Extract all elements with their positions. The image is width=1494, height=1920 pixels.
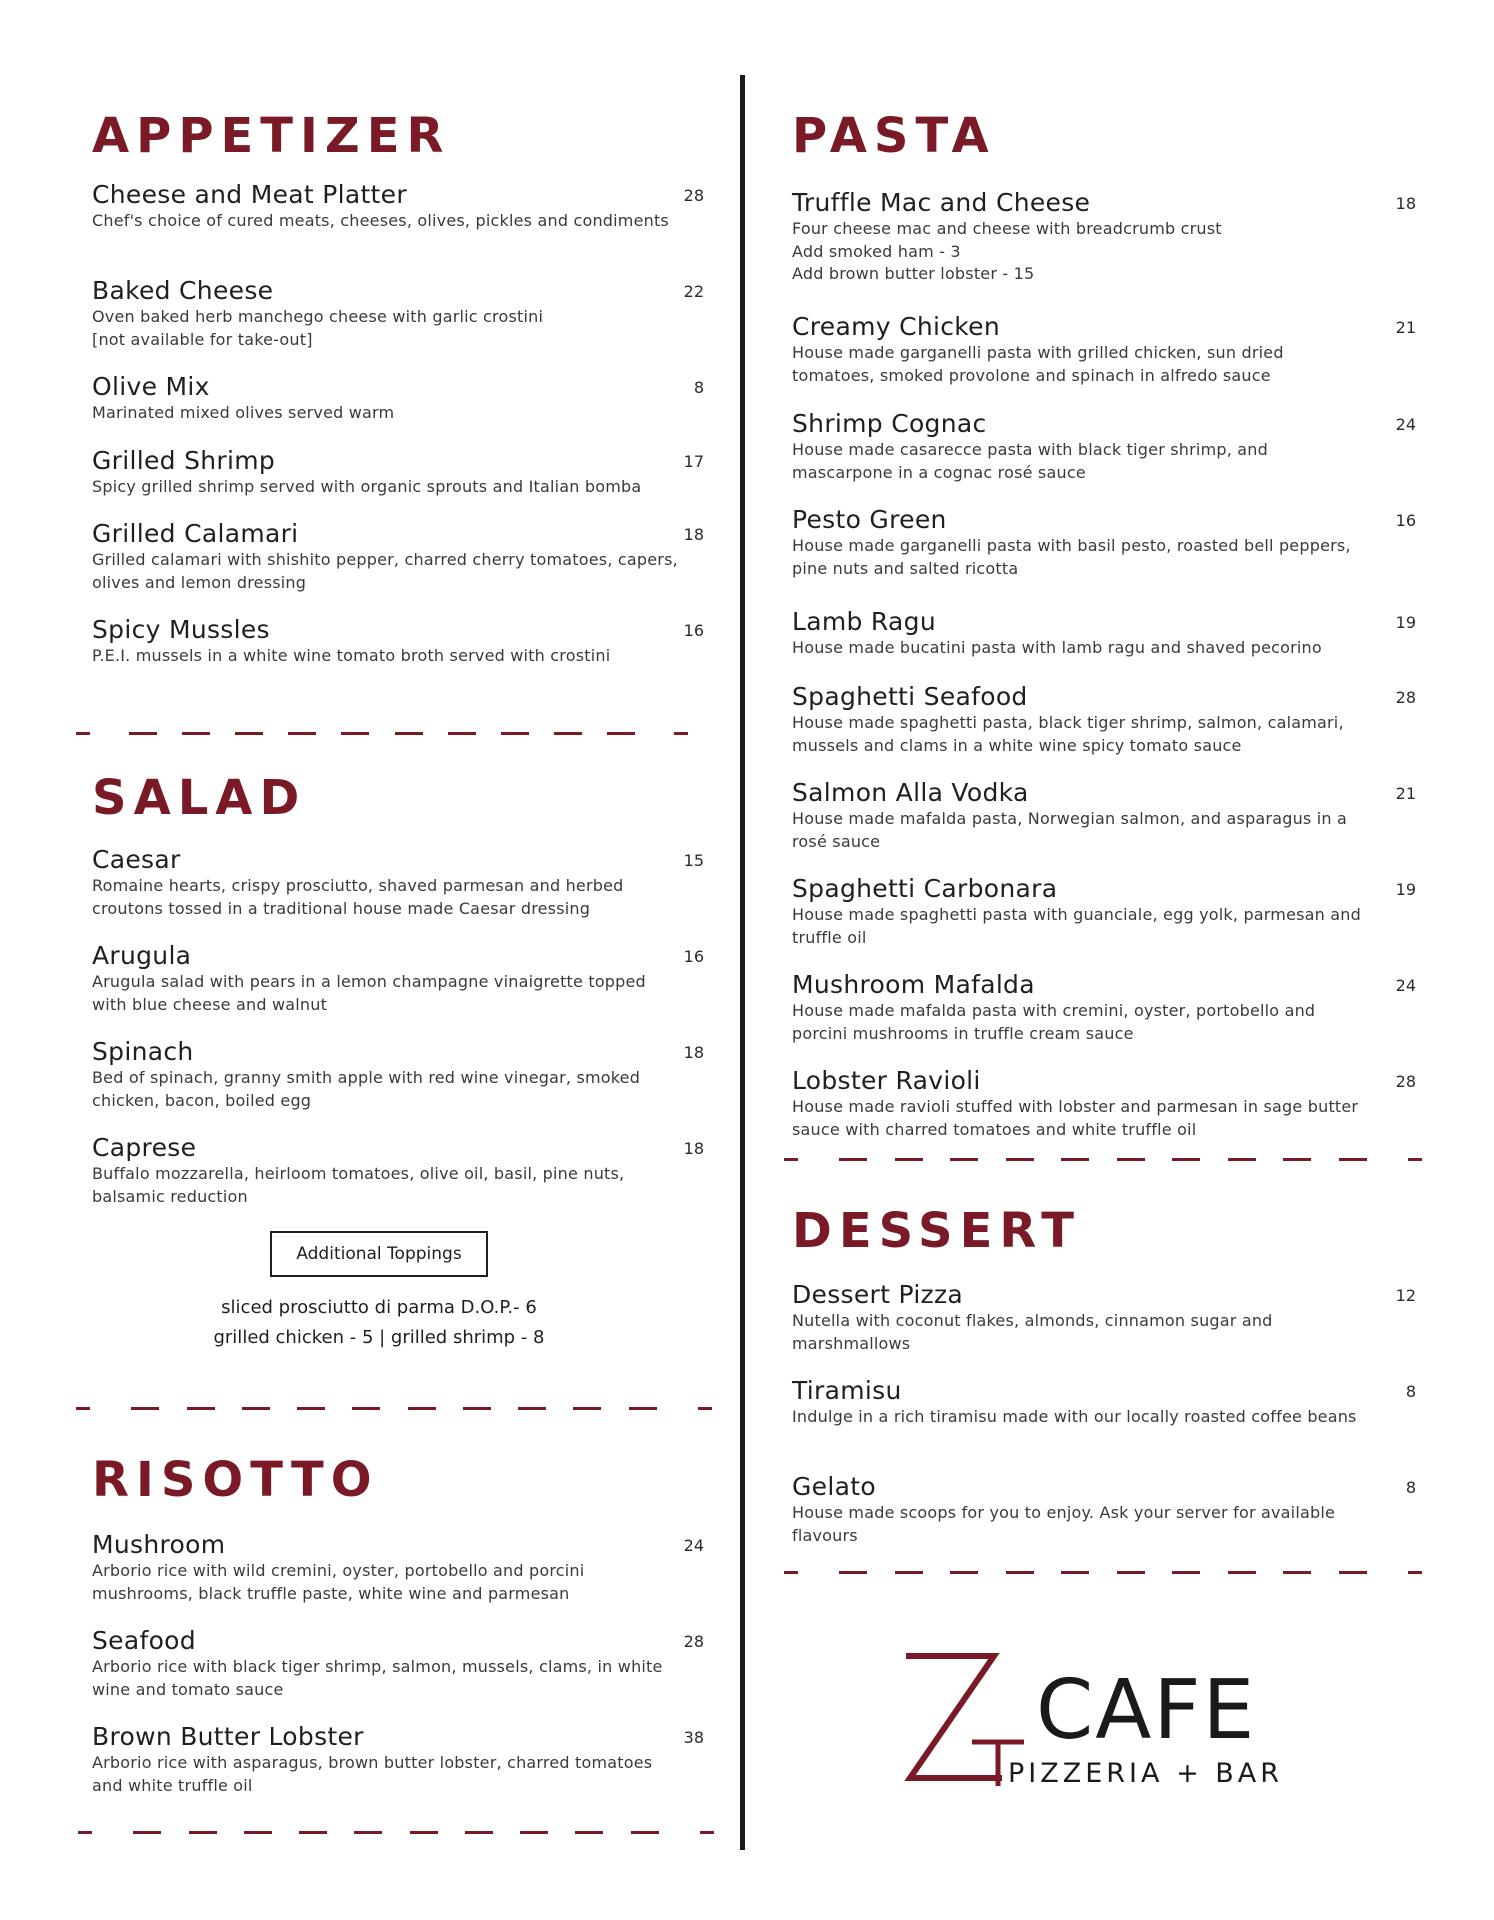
dash-segment (518, 1407, 546, 1410)
item-name: Spaghetti Seafood (792, 682, 1028, 711)
item-price: 24 (1395, 976, 1416, 995)
dash-segment (288, 732, 316, 735)
dash-segment (76, 732, 90, 735)
toppings-line: grilled chicken - 5 | grilled shrimp - 8 (213, 1327, 545, 1348)
item-description: Arborio rice with asparagus, brown butter lobster, charred tomatoes and white truffle oil (92, 1753, 653, 1795)
menu-item (92, 845, 704, 920)
item-name: Brown Butter Lobster (92, 1722, 364, 1751)
dessert-heading: DESSERT (792, 1203, 1081, 1259)
item-description: Nutella with coconut flakes, almonds, cinnamon sugar and marshmallows (792, 1311, 1273, 1353)
item-description: Bed of spinach, granny smith apple with red wine vinegar, smoked chicken, bacon, boiled egg (92, 1068, 641, 1110)
dash-segment (575, 1831, 603, 1834)
item-price: 17 (683, 452, 704, 471)
item-description: House made casarecce pasta with black tiger shrimp, and mascarpone in a cognac rosé sauce (792, 440, 1268, 482)
dash-segment (895, 1571, 923, 1574)
item-description: Romaine hearts, crispy prosciutto, shaved parmesan and herbed croutons tossed in a traditional house made Caesar dressing (92, 876, 624, 918)
additional-toppings-box: Additional Toppings (270, 1231, 488, 1277)
menu-item (92, 276, 704, 351)
toppings-line: sliced prosciutto di parma D.O.P.- 6 (221, 1297, 537, 1318)
dash-segment (501, 732, 529, 735)
item-price: 21 (1395, 318, 1416, 337)
dash-segment (607, 732, 635, 735)
dash-segment (839, 1571, 867, 1574)
item-price: 15 (683, 851, 704, 870)
menu-item (92, 180, 704, 233)
appetizer-heading: APPETIZER (92, 108, 451, 164)
item-name: Arugula (92, 941, 192, 970)
dash-segment (1283, 1571, 1311, 1574)
item-name: Truffle Mac and Cheese (792, 188, 1091, 217)
menu-item (792, 409, 1416, 484)
menu-item (792, 607, 1416, 660)
item-price: 18 (683, 525, 704, 544)
item-name: Seafood (92, 1626, 196, 1655)
item-price: 8 (1405, 1478, 1416, 1497)
item-price: 12 (1395, 1286, 1416, 1305)
dash-segment (1006, 1158, 1034, 1161)
item-price: 16 (1395, 511, 1416, 530)
dash-segment (629, 1407, 657, 1410)
menu-item (792, 1280, 1416, 1355)
risotto-heading: RISOTTO (92, 1452, 379, 1508)
item-name: Grilled Shrimp (92, 446, 276, 475)
dash-segment (78, 1831, 92, 1834)
menu-item (92, 1037, 704, 1112)
menu-item (792, 1472, 1416, 1547)
dash-segment (698, 1407, 712, 1410)
logo-name: CAFE (1036, 1663, 1257, 1758)
dash-segment (1006, 1571, 1034, 1574)
item-name: Mushroom Mafalda (792, 970, 1035, 999)
menu-item (792, 682, 1416, 757)
dash-segment (299, 1831, 327, 1834)
item-name: Dessert Pizza (792, 1280, 964, 1309)
item-price: 28 (1395, 1072, 1416, 1091)
item-description: House made mafalda pasta, Norwegian salmon, and asparagus in a rosé sauce (792, 809, 1348, 851)
menu-item (792, 505, 1416, 580)
dash-segment (1117, 1158, 1145, 1161)
menu-item (792, 1376, 1416, 1429)
dash-segment (1228, 1158, 1256, 1161)
dash-segment (297, 1407, 325, 1410)
menu-item (792, 188, 1416, 286)
item-description: House made scoops for you to enjoy. Ask your server for available flavours (792, 1503, 1336, 1545)
logo-subtitle: PIZZERIA + BAR (1008, 1758, 1284, 1789)
item-price: 21 (1395, 784, 1416, 803)
dash-segment (1061, 1158, 1089, 1161)
dash-segment (189, 1831, 217, 1834)
pasta-heading: PASTA (792, 108, 996, 164)
dash-segment (465, 1831, 493, 1834)
item-name: Caesar (92, 845, 181, 874)
menu-item (92, 1722, 704, 1797)
menu-item (792, 970, 1416, 1045)
item-price: 18 (1395, 194, 1416, 213)
dash-segment (1172, 1571, 1200, 1574)
item-description: Indulge in a rich tiramisu made with our locally roasted coffee beans (792, 1407, 1357, 1426)
item-name: Spinach (92, 1037, 194, 1066)
item-description: House made mafalda pasta with cremini, oyster, portobello and porcini mushrooms in truffle cream sauce (792, 1001, 1316, 1043)
dash-segment (1172, 1158, 1200, 1161)
dash-segment (1339, 1571, 1367, 1574)
dash-segment (1117, 1571, 1145, 1574)
item-price: 16 (683, 947, 704, 966)
salad-heading: SALAD (92, 770, 307, 826)
item-price: 16 (683, 621, 704, 640)
dash-segment (700, 1831, 714, 1834)
item-description: Grilled calamari with shishito pepper, charred cherry tomatoes, capers, olives and lemon dressing (92, 550, 678, 592)
item-description: House made spaghetti pasta with guanciale, egg yolk, parmesan and truffle oil (792, 905, 1361, 947)
zacafe-logo (902, 1650, 1322, 1790)
item-name: Tiramisu (792, 1376, 902, 1405)
dash-segment (1061, 1571, 1089, 1574)
menu-item (92, 519, 704, 594)
item-description: House made spaghetti pasta, black tiger shrimp, salmon, calamari, mussels and clams in a white wine spicy tomato sauce (792, 713, 1344, 755)
item-name: Caprese (92, 1133, 197, 1162)
dash-segment (784, 1158, 798, 1161)
dash-segment (674, 732, 688, 735)
dash-segment (554, 732, 582, 735)
dash-segment (839, 1158, 867, 1161)
dash-segment (895, 1158, 923, 1161)
item-description: House made bucatini pasta with lamb ragu and shaved pecorino (792, 638, 1322, 657)
item-description: Oven baked herb manchego cheese with garlic crostini (92, 307, 544, 326)
item-name: Shrimp Cognac (792, 409, 987, 438)
dash-segment (244, 1831, 272, 1834)
dash-segment (395, 732, 423, 735)
item-name: Creamy Chicken (792, 312, 1000, 341)
item-addon: Add brown butter lobster - 15 (792, 264, 1035, 283)
item-name: Cheese and Meat Platter (92, 180, 407, 209)
dash-segment (408, 1407, 436, 1410)
item-price: 28 (683, 1632, 704, 1651)
item-name: Grilled Calamari (92, 519, 299, 548)
item-name: Gelato (792, 1472, 876, 1501)
dash-segment (76, 1407, 90, 1410)
item-name: Pesto Green (792, 505, 947, 534)
item-description: House made garganelli pasta with basil pesto, roasted bell peppers, pine nuts and salted ricotta (792, 536, 1351, 578)
item-price: 22 (683, 282, 704, 301)
item-description: Buffalo mozzarella, heirloom tomatoes, olive oil, basil, pine nuts, balsamic reduction (92, 1164, 625, 1206)
menu-item (792, 1066, 1416, 1141)
item-description: Spicy grilled shrimp served with organic sprouts and Italian bomba (92, 477, 642, 496)
item-description: House made ravioli stuffed with lobster and parmesan in sage butter sauce with charred tomatoes and white truffle oil (792, 1097, 1359, 1139)
dash-segment (133, 1831, 161, 1834)
item-price: 19 (1395, 613, 1416, 632)
dash-segment (1408, 1571, 1422, 1574)
dashed-divider (78, 1831, 714, 1834)
dash-segment (182, 732, 210, 735)
item-description: Chef's choice of cured meats, cheeses, olives, pickles and condiments (92, 211, 669, 230)
item-price: 28 (683, 186, 704, 205)
dash-segment (573, 1407, 601, 1410)
item-name: Salmon Alla Vodka (792, 778, 1029, 807)
item-name: Lamb Ragu (792, 607, 936, 636)
dash-segment (448, 732, 476, 735)
item-price: 19 (1395, 880, 1416, 899)
dash-segment (463, 1407, 491, 1410)
item-name: Baked Cheese (92, 276, 274, 305)
dash-segment (187, 1407, 215, 1410)
menu-item (92, 446, 704, 499)
menu-item (792, 874, 1416, 949)
item-name: Mushroom (92, 1530, 226, 1559)
item-price: 24 (683, 1536, 704, 1555)
dash-segment (1283, 1158, 1311, 1161)
dash-segment (131, 1407, 159, 1410)
dash-segment (950, 1158, 978, 1161)
dash-segment (129, 732, 157, 735)
item-description: Four cheese mac and cheese with breadcrumb crust (792, 219, 1222, 238)
item-description: Arborio rice with wild cremini, oyster, portobello and porcini mushrooms, black truffle paste, white wine and parmesan (92, 1561, 585, 1603)
dash-segment (410, 1831, 438, 1834)
dash-segment (1408, 1158, 1422, 1161)
item-price: 28 (1395, 688, 1416, 707)
menu-item (792, 778, 1416, 853)
item-price: 18 (683, 1139, 704, 1158)
dash-segment (631, 1831, 659, 1834)
menu-item (92, 941, 704, 1016)
dashed-divider (76, 732, 688, 735)
item-price: 24 (1395, 415, 1416, 434)
dash-segment (341, 732, 369, 735)
item-description: Arugula salad with pears in a lemon champagne vinaigrette topped with blue cheese and walnut (92, 972, 646, 1014)
item-name: Spicy Mussles (92, 615, 270, 644)
dash-segment (352, 1407, 380, 1410)
dashed-divider (784, 1158, 1422, 1161)
menu-item (92, 1626, 704, 1701)
column-divider (740, 75, 745, 1850)
menu-item (792, 312, 1416, 387)
item-price: 8 (1405, 1382, 1416, 1401)
item-description: P.E.I. mussels in a white wine tomato broth served with crostini (92, 646, 611, 665)
item-price: 18 (683, 1043, 704, 1062)
item-addon: Add smoked ham - 3 (792, 241, 961, 261)
dash-segment (520, 1831, 548, 1834)
dashed-divider (76, 1407, 712, 1410)
dash-segment (354, 1831, 382, 1834)
item-name: Olive Mix (92, 372, 210, 401)
item-note: [not available for take-out] (92, 329, 313, 349)
menu-item (92, 1133, 704, 1208)
menu-item (92, 615, 704, 668)
item-name: Lobster Ravioli (792, 1066, 981, 1095)
item-description: Arborio rice with black tiger shrimp, salmon, mussels, clams, in white wine and tomato sauce (92, 1657, 663, 1699)
dash-segment (950, 1571, 978, 1574)
menu-item (92, 1530, 704, 1605)
dash-segment (784, 1571, 798, 1574)
dashed-divider (784, 1571, 1422, 1574)
item-description: Marinated mixed olives served warm (92, 403, 395, 422)
item-name: Spaghetti Carbonara (792, 874, 1058, 903)
dash-segment (235, 732, 263, 735)
dash-segment (1228, 1571, 1256, 1574)
item-price: 38 (683, 1728, 704, 1747)
dash-segment (1339, 1158, 1367, 1161)
menu-item (92, 372, 704, 425)
item-price: 8 (693, 378, 704, 397)
item-description: House made garganelli pasta with grilled chicken, sun dried tomatoes, smoked provolone and spinach in alfredo sauce (792, 343, 1284, 385)
dash-segment (242, 1407, 270, 1410)
